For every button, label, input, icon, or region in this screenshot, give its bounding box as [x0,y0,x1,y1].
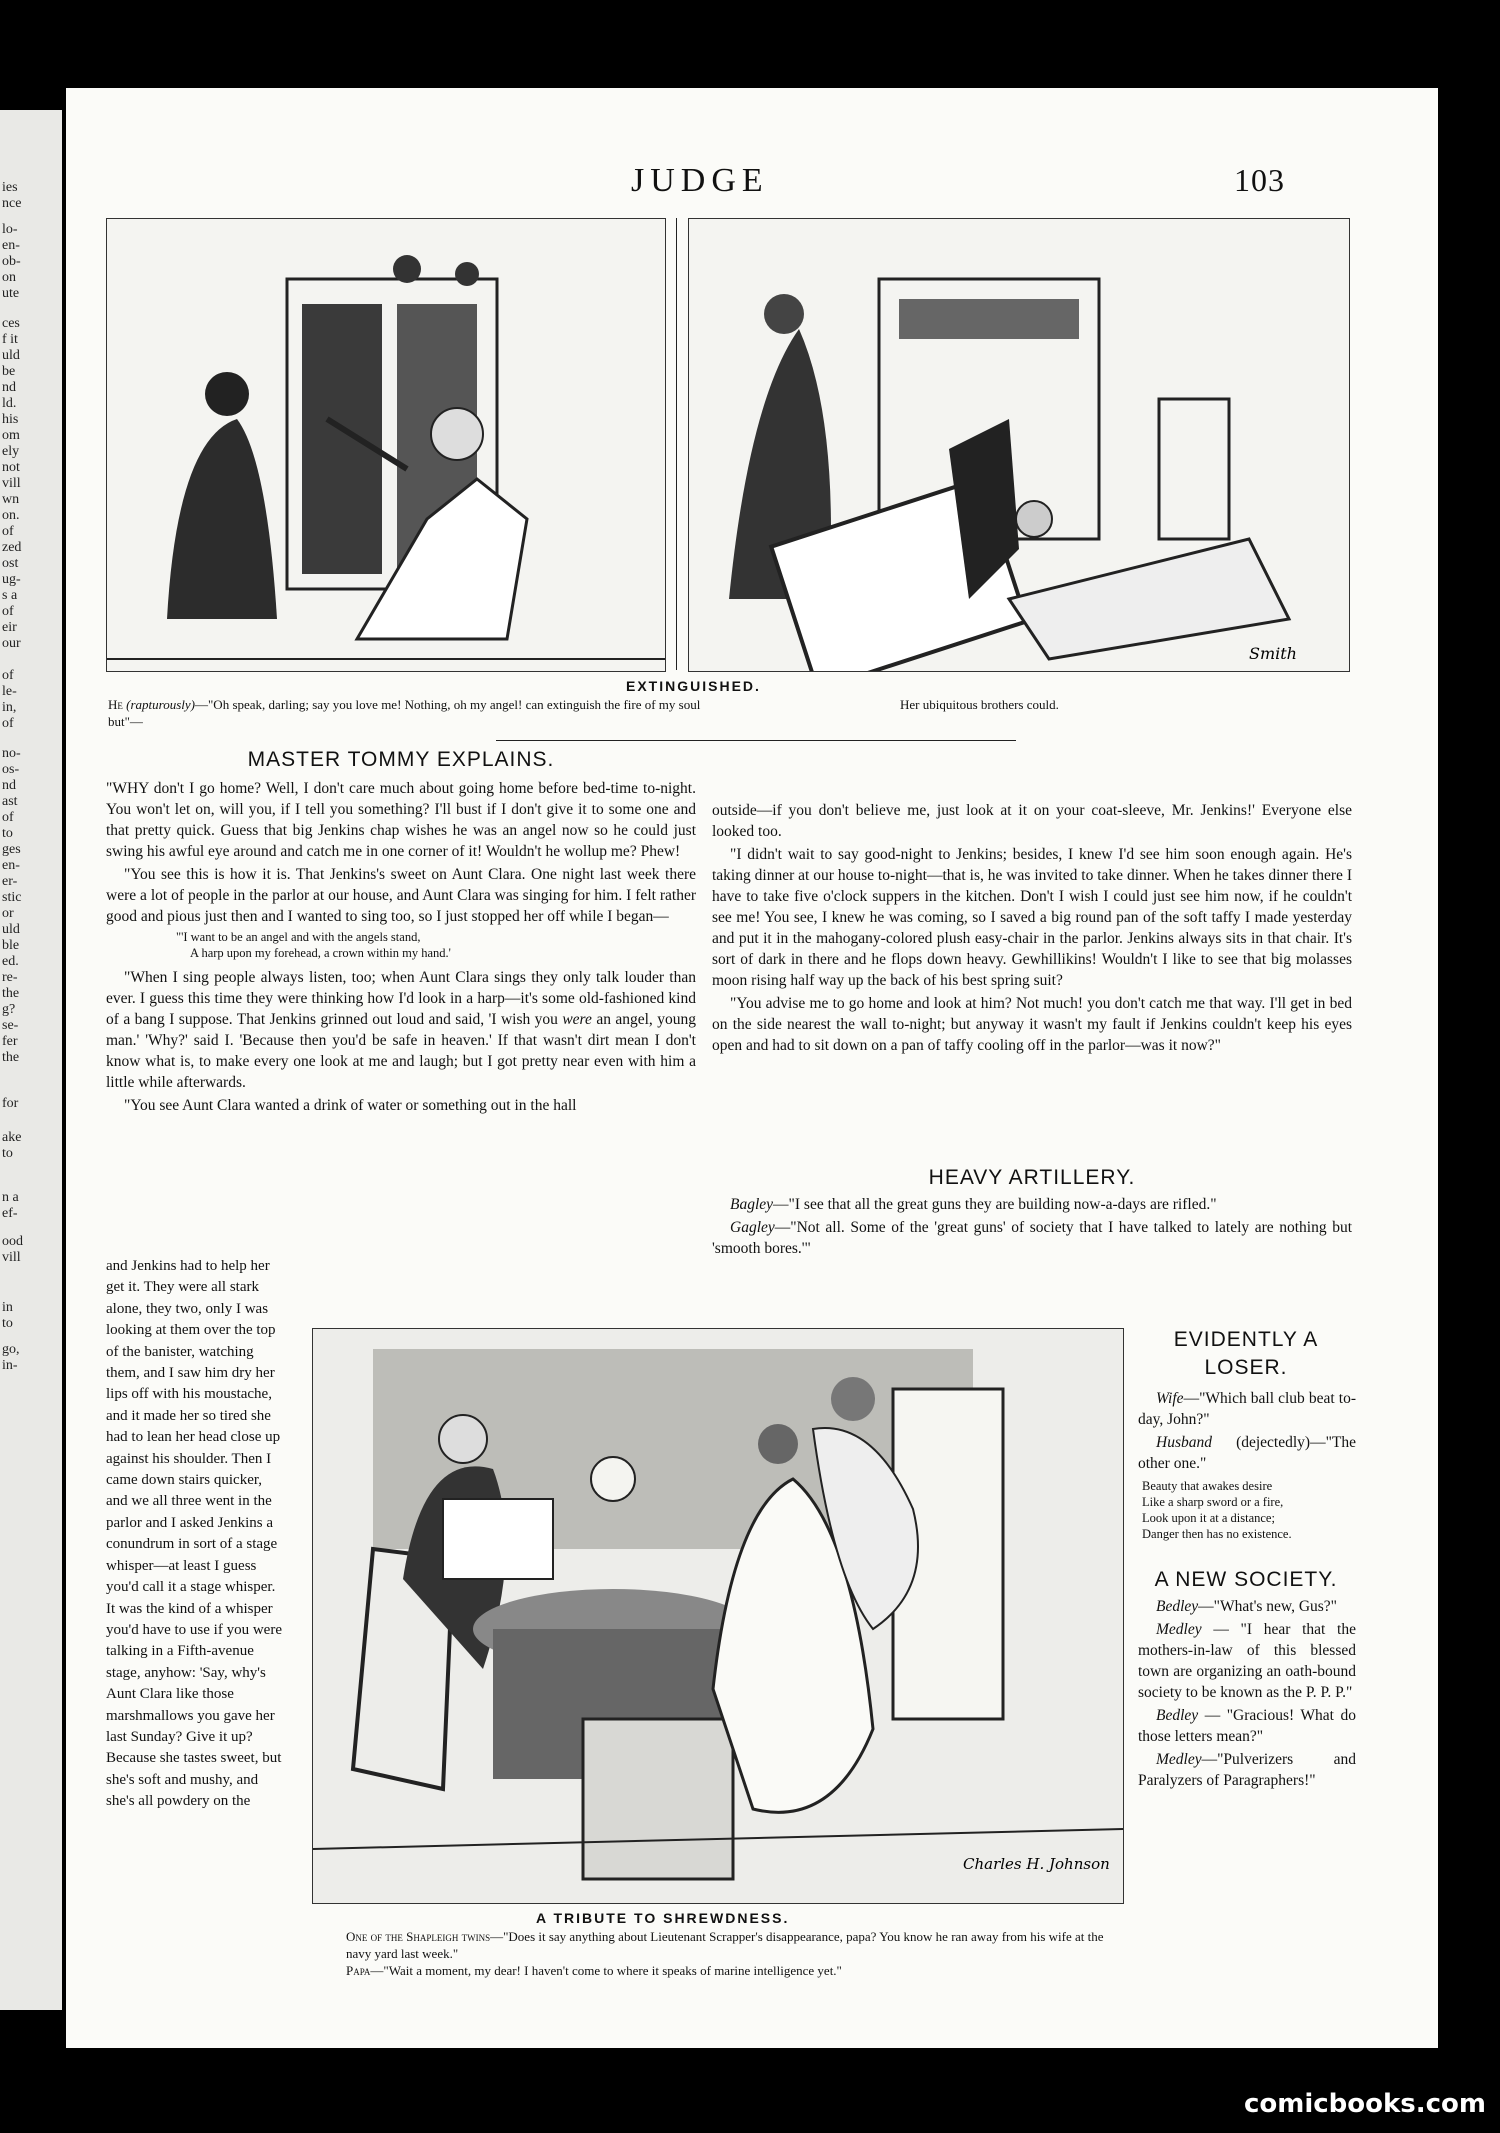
page-edge-fragment: ute [2,286,20,301]
page-edge-fragment: le- [2,684,17,699]
page-edge-fragment: uld [2,922,20,937]
page-edge-fragment: fer [2,1034,18,1049]
panel-divider [676,218,677,670]
magazine-page [66,88,1438,2048]
page-edge-fragment: ely [2,444,20,459]
page-edge-fragment: vill [2,476,21,491]
speaker: Bedley [1156,1598,1199,1615]
text-span: —"Pulverizers and Paralyzers of Paragraphers!" [1138,1751,1356,1789]
page-edge-fragment: nd [2,380,16,395]
page-edge-fragment: vill [2,1250,21,1265]
page-edge-fragment: f it [2,332,18,347]
text-span: — "Gracious! What do those letters mean?" [1138,1707,1356,1745]
page-edge-fragment: s a [2,588,18,603]
cartoon-extinguished-right [688,218,1350,672]
page-edge-fragment: in, [2,700,17,715]
verse-line: A harp upon my forehead, a crown within my hand.' [190,946,451,960]
poem-line: Beauty that awakes desire [1142,1479,1273,1493]
article-artillery [712,1194,1352,1261]
dialogue-line [712,1194,1352,1215]
emphasis: were [562,1011,592,1028]
caption-speaker: He [108,697,123,712]
text-span: —"What's new, Gus?" [1198,1598,1338,1615]
paragraph: "WHY don't I go home? Well, I don't care much about going home before bed-time to-night. You won't let on, will you, if I tell you something? I'll bust if I don't give it to some one and that pretty quick. Guess that big Jenkins chap wishes he was an angel now so he could just swing his awful eye around and catch me in one corner of it! Wouldn't he wollup me? Phew! [106,780,696,860]
speaker: Medley [1156,1751,1202,1768]
caption-manner: (rapturously) [126,697,195,712]
page-edge-fragment: en- [2,858,20,873]
paragraph: "You see Aunt Clara wanted a drink of water or something out in the hall [124,1097,577,1114]
caption-text: —"Oh speak, darling; say you love me! Nothing, oh my angel! can extinguish the fire of my soul but"— [108,697,701,729]
article-loser [1138,1388,1356,1476]
page-edge-fragment: zed [2,540,22,555]
page-number: 103 [1234,162,1285,198]
heading-heavy-artillery: HEAVY ARTILLERY. [928,1166,1136,1189]
text-span: "When I sing people always listen, too; when Aunt Clara sings they only talk louder than ever. I guess this time they were thinking how I'd look in a harp—it's some old-fashioned kind of a bang I suppose. That Jenkins grinned out loud and said, 'I wish you [106,969,696,1028]
poem-line: Like a sharp sword or a fire, [1142,1495,1284,1509]
caption-speaker: Papa [346,1963,371,1978]
speaker: Gagley [730,1219,775,1236]
page-edge-fragment: of [2,810,14,825]
heading-master-tommy: MASTER TOMMY EXPLAINS. [247,748,555,771]
page-edge-fragment: ob- [2,254,21,269]
page-edge-fragment: ef- [2,1206,18,1221]
verse-line: "'I want to be an angel and with the angels stand, [176,930,421,944]
page-edge-fragment: ake [2,1130,22,1145]
dialogue-line [1138,1749,1356,1791]
text-span: an angel, young man.' 'Why?' said I. 'Because then you'd be safe in heaven.' If that wasn't dirt mean I don't know what is, to make every one look at me and laugh; but I got pretty near even with him a little while afterwards. [106,1011,696,1091]
dialogue-line [1138,1705,1356,1747]
article-tommy-narrow: and Jenkins had to help her get it. They were all stark alone, they two, only I was looking at them over the top of the banister, watching them, and I saw him dry her lips off with his moustache, and it made her so tired she had to lean her head close up against his shoulder. Then I came down stairs quicker, and we all three went in the parlor and I asked Jenkins a conundrum in sort of a stage whisper—at least I guess you'd call it a stage whisper. It was the kind of a whisper you'd have to use if you were talking in a Fifth-avenue stage, anyhow: 'Say, why's Aunt Clara like those marshmallows you gave her last Sunday? Give it up? Because she tastes sweet, but she's soft and mushy, and she's all powdery on the [106,1258,282,1810]
page-edge-fragment: lo- [2,222,18,237]
caption-left [108,696,708,730]
page-edge-fragment: ces [2,316,20,331]
page-edge-fragment: os- [2,762,20,777]
paragraph [106,967,696,1093]
paragraph: outside—if you don't believe me, just look at it on your coat-sleeve, Mr. Jenkins!' Everyone else looked too. [712,802,1352,840]
page-edge-fragment: re- [2,970,18,985]
page-edge-fragment: en- [2,238,20,253]
caption-text: —"Does it say anything about Lieutenant Scrapper's disappearance, papa? You know he ran away from his wife at the navy yard last week." [346,1929,1104,1961]
left-page-edge [0,110,62,2010]
text-span: —"Which ball club beat to-day, John?" [1138,1390,1356,1428]
paragraph: "I didn't wait to say good-night to Jenkins; besides, I knew I'd see him soon enough again. He's taking dinner at our house to-night—that is, he was invited to take dinner. When he takes dinner there I have to take five o'clock suppers in the kitchen. Don't I wish I could just see him now, if he couldn't see me! You see, I knew he was coming, so I saved a big round pan of the soft taffy I made yesterday and put it in the mahogany-colored plush easy-chair in the parlor. Jenkins always sits in that chair. It's sort of dark in there and he flops down heavy. Gewhillikins! Wouldn't I like to see that big molasses moon rising half way up the back of his best spring suit? [712,846,1352,989]
page-edge-fragment: ges [2,842,21,857]
page-edge-fragment: the [2,986,20,1001]
text-span: — "I hear that the mothers-in-law of this blessed town are organizing an oath-bound society to be known as the P. P. P." [1138,1621,1356,1701]
page-edge-fragment: ost [2,556,19,571]
page-edge-fragment: to [2,826,13,841]
dialogue-line [1138,1596,1356,1617]
cartoon-title-extinguished: EXTINGUISHED. [626,678,761,694]
page-edge-fragment: ble [2,938,20,953]
page-edge-fragment: nce [2,196,22,211]
cartoon-signature: Charles H. Johnson [963,1855,1110,1873]
page-edge-fragment: ed. [2,954,19,969]
cartoon-extinguished-left [106,218,666,672]
dialogue-line [1138,1619,1356,1703]
page-edge-fragment: ast [2,794,18,809]
section-rule [496,740,1016,741]
speaker: Wife [1156,1390,1184,1407]
page-edge-fragment: or [2,906,14,921]
page-edge-fragment: in- [2,1358,18,1373]
page-edge-fragment: eir [2,620,17,635]
caption-speaker: One of the Shapleigh twins [346,1929,491,1944]
speaker: Bedley [1156,1707,1199,1724]
article-society [1138,1596,1356,1793]
page-edge-fragment: uld [2,348,20,363]
caption-right: Her ubiquitous brothers could. [900,697,1059,712]
article-tommy-col1 [106,778,696,1118]
page-edge-fragment: er- [2,874,18,889]
page-edge-fragment: be [2,364,16,379]
page-edge-fragment: in [2,1300,13,1315]
heading-new-society: A NEW SOCIETY. [1154,1568,1338,1591]
running-title: JUDGE [631,162,769,199]
dialogue-line [712,1217,1352,1259]
poem-line: Look upon it at a distance; [1142,1511,1275,1525]
watermark: comicbooks.com [1243,2089,1486,2119]
speaker: Medley [1156,1621,1202,1638]
speaker: Bagley [730,1196,774,1213]
page-edge-fragment: om [2,428,20,443]
page-edge-fragment: wn [2,492,20,507]
page-edge-fragment: ld. [2,396,17,411]
dialogue-line [1138,1432,1356,1474]
page-edge-fragment: his [2,412,19,427]
page-edge-fragment: ood [2,1234,23,1249]
cartoon-signature: Smith [1249,644,1297,663]
page-edge-fragment: to [2,1146,13,1161]
dialogue-line [1138,1388,1356,1430]
cartoon-tribute-to-shrewdness [312,1328,1124,1904]
page-edge-fragment: no- [2,746,21,761]
text-span: —"I see that all the great guns they are building now-a-days are rifled." [773,1196,1217,1213]
cartoon-title-tribute: A TRIBUTE TO SHREWDNESS. [536,1910,790,1926]
page-edge-fragment: go, [2,1342,20,1357]
page-edge-fragment: to [2,1316,13,1331]
page-edge-fragment: n a [2,1190,19,1205]
page-edge-fragment: of [2,668,14,683]
page-edge-fragment: stic [2,890,22,905]
illustration-brothers-falling [689,219,1349,671]
page-edge-fragment: ug- [2,572,21,587]
poem-beauty [1142,1478,1358,1542]
page-edge-fragment: of [2,524,14,539]
page-edge-fragment: not [2,460,20,475]
page-edge-fragment: our [2,636,21,651]
illustration-proposal-scene [107,219,665,671]
page-edge-fragment: for [2,1096,19,1111]
speaker: Husband [1156,1434,1212,1451]
page-edge-fragment: of [2,716,14,731]
paragraph: "You see this is how it is. That Jenkins's sweet on Aunt Clara. One night last week there were a lot of people in the parlor at our house, and Aunt Clara was singing for him. I felt rather good and pious just then and I wanted to sing too, so I just stopped her off while I began— [106,866,696,925]
poem-line: Danger then has no existence. [1142,1527,1292,1541]
illustration-parlor-scene [313,1329,1123,1903]
page-edge-fragment: se- [2,1018,19,1033]
caption-bottom-line1 [346,1928,1126,1962]
page-edge-fragment: on. [2,508,20,523]
article-tommy-col2 [712,800,1352,1058]
page-edge-fragment: of [2,604,14,619]
page-edge-fragment: nd [2,778,16,793]
caption-text: —"Wait a moment, my dear! I haven't come to where it speaks of marine intelligence yet." [370,1963,842,1978]
page-edge-fragment: ies [2,180,18,195]
paragraph: "You advise me to go home and look at him? Not much! you don't catch me that way. I'll get in bed on the side nearest the wall to-night; but anyway it wasn't my fault if Jenkins couldn't keep his eyes open and had to sit down on a pan of taffy cooling off in the parlor—was it now?" [712,995,1352,1054]
page-edge-fragment: the [2,1050,20,1065]
caption-bottom-line2 [346,1962,1126,1979]
heading-evidently-a-loser: EVIDENTLY A LOSER. [1173,1328,1319,1379]
page-edge-fragment: g? [2,1002,16,1017]
text-span: (dejectedly)—"The other one." [1138,1434,1356,1472]
text-span: —"Not all. Some of the 'great guns' of society that I have talked to lately are nothing but 'smooth bores.'" [712,1219,1352,1257]
page-edge-fragment: on [2,270,16,285]
